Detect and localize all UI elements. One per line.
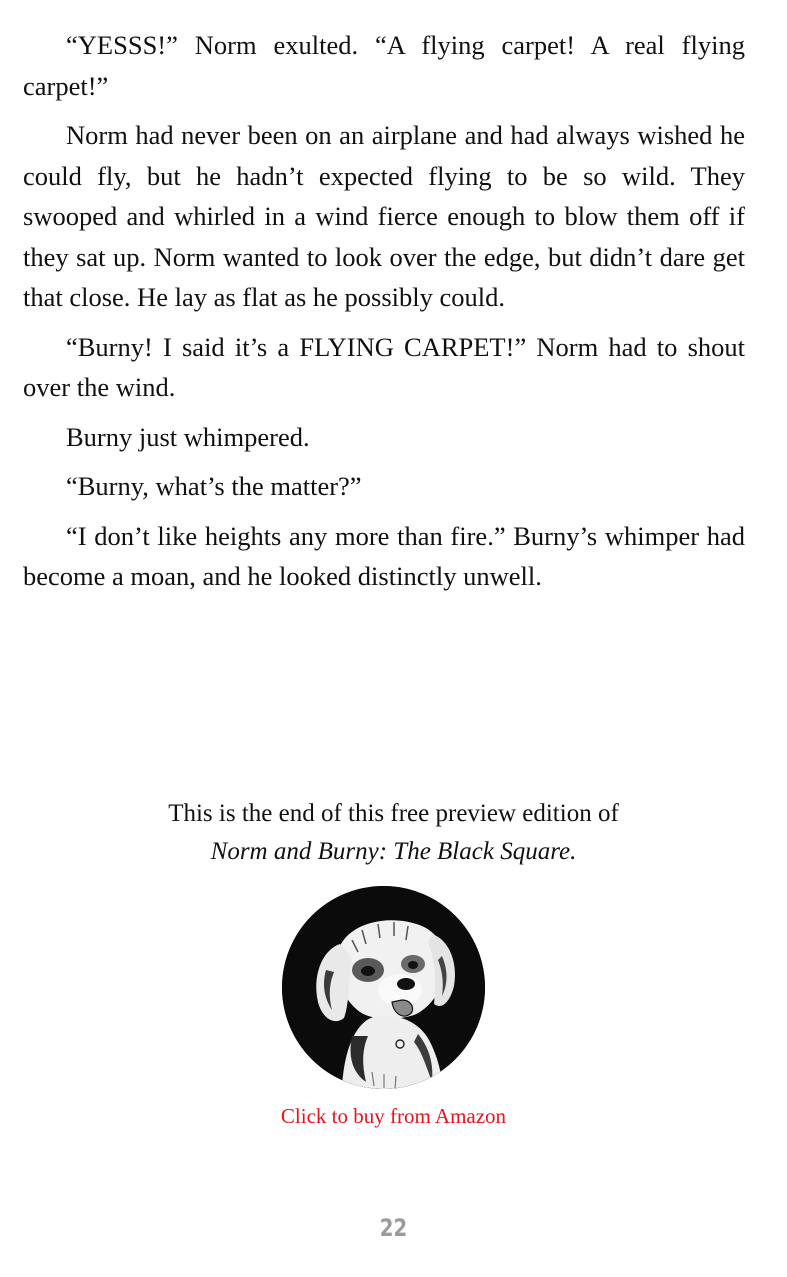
book-title: Norm and Burny: The Black Square.: [210, 838, 577, 865]
paragraph: “YESSS!” Norm exulted. “A flying carpet! A real flying carpet!”: [23, 30, 745, 101]
paragraph: “Burny, what’s the matter?”: [66, 471, 362, 501]
buy-from-amazon-link[interactable]: Click to buy from Amazon: [280, 1104, 507, 1128]
paragraph: “Burny! I said it’s a FLYING CARPET!” Norm had to shout over the wind.: [23, 331, 745, 402]
paragraph: “I don’t like heights any more than fire.” Burny’s whimper had become a moan, and he looked distinctly unwell.: [23, 520, 745, 591]
paragraph: Norm had never been on an airplane and had always wished he could fly, but he hadn’t expected flying to be so wild. They swooped and whirled in a wind fierce enough to blow them off if they sat up. Norm wanted to look over the edge, but didn’t dare get that close. He lay as flat as he possibly could.: [23, 120, 745, 312]
paragraph: Burny just whimpered.: [66, 421, 310, 452]
preview-notice: [0, 795, 787, 871]
page-number: 22: [379, 1214, 408, 1242]
story-text: [23, 25, 745, 606]
dog-portrait-icon[interactable]: [282, 886, 485, 1089]
preview-notice-text: This is the end of this free preview edition of: [168, 800, 619, 827]
